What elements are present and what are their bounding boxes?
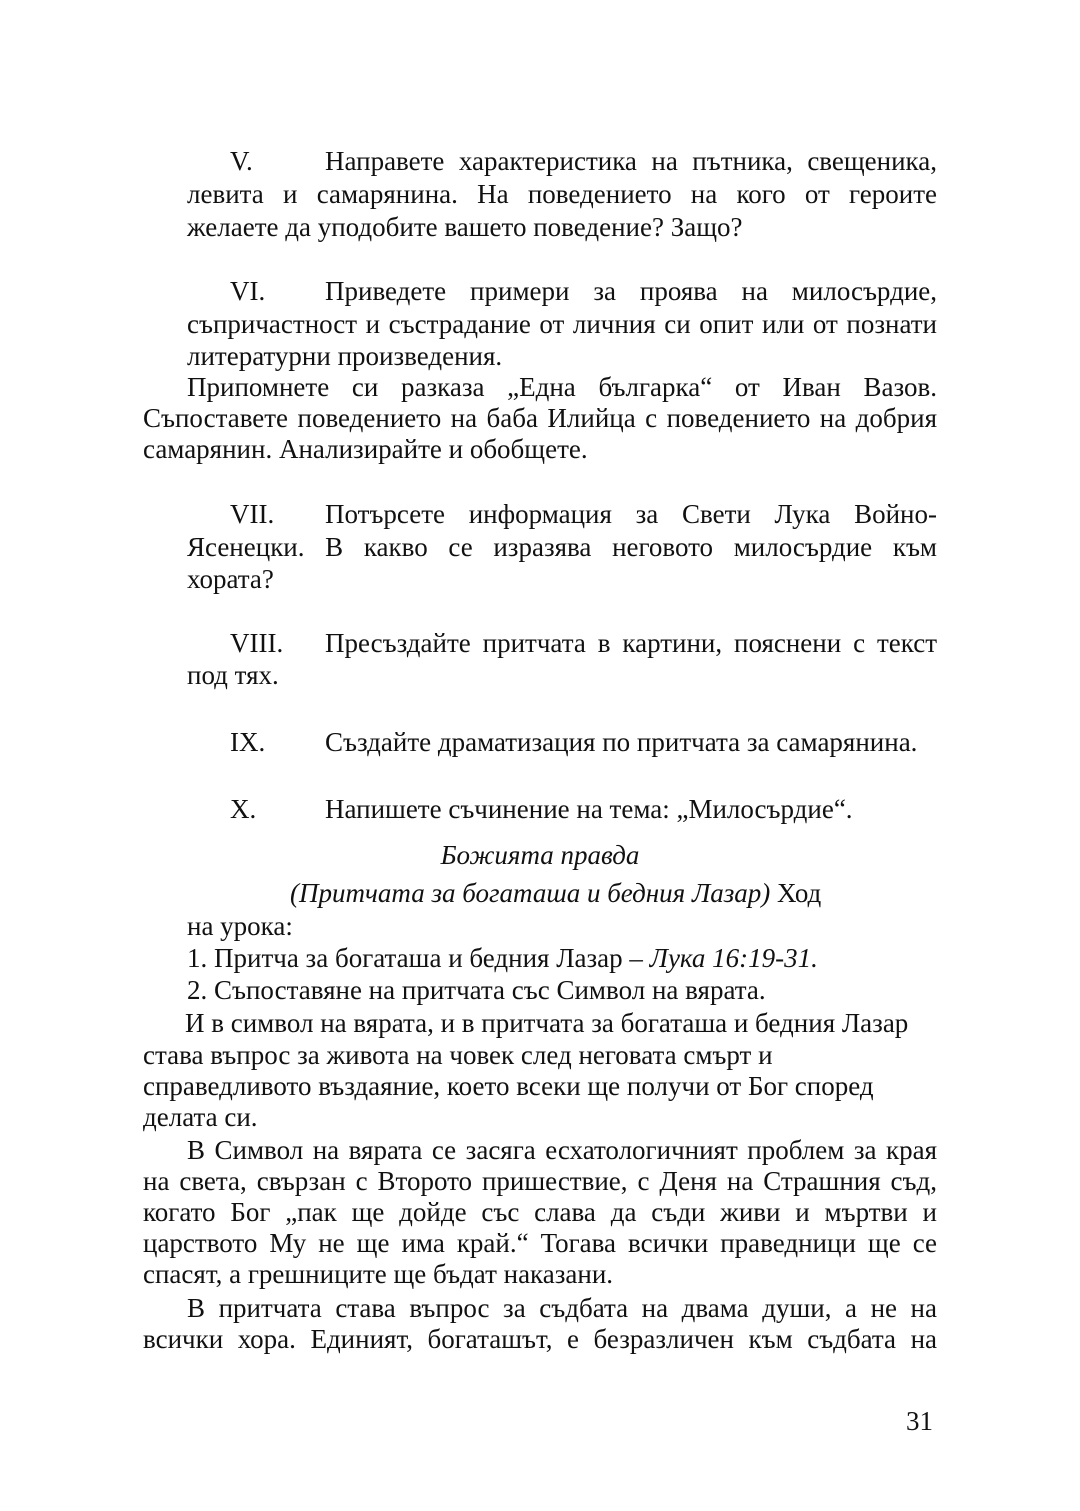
- item-vi-line-3: литературни произведения.: [187, 341, 503, 371]
- point-1: [187, 945, 818, 972]
- point-1-text: 1. Притча за богаташа и бедния Лазар –: [187, 943, 650, 973]
- vi-paragraph-line-3: самарянин. Анализирайте и обобщете.: [143, 434, 588, 464]
- item-numeral-vi: VI.: [230, 276, 266, 306]
- item-v-line-1: Направете характеристика на пътника, свещеника,: [325, 146, 937, 176]
- item-numeral-viii: VIII.: [230, 628, 284, 658]
- item-numeral-vii: VII.: [230, 499, 275, 529]
- para1-line-1: И в символ на вярата, и в притчата за богаташа и бедния Лазар: [185, 1008, 909, 1038]
- section-subtitle-line: [290, 880, 821, 907]
- para2-line-5: спасят, а грешниците ще бъдат наказани.: [143, 1259, 614, 1289]
- item-vi-line-2: съпричастност и състрадание от личния си опит или от познати: [187, 309, 937, 339]
- vi-paragraph-line-2: Съпоставете поведението на баба Илийца с поведението на добрия: [143, 403, 937, 433]
- item-vii-line-1: Потърсете информация за Свети Лука Войно-: [325, 499, 937, 529]
- vi-paragraph-line-1: Припомнете си разказа „Една българка“ от Иван Вазов.: [187, 372, 937, 402]
- para2-line-1: В Символ на вярата се засяга есхатологичният проблем за края: [187, 1135, 937, 1165]
- item-vii-line-3: хората?: [187, 564, 274, 594]
- para1-line-4: делата си.: [143, 1102, 258, 1132]
- item-x-line-1: Напишете съчинение на тема: „Милосърдие“.: [325, 794, 853, 824]
- lesson-label: на урока:: [187, 911, 293, 941]
- para3-line-2: всички хора. Единият, богаташът, е безразличен към съдбата на: [143, 1324, 937, 1354]
- para1-line-3: справедливото въздаяние, което всеки ще получи от Бог според: [143, 1071, 874, 1101]
- point-2: 2. Съпоставяне на притчата със Символ на вярата.: [187, 975, 766, 1005]
- item-numeral-ix: IX.: [230, 727, 266, 757]
- item-numeral-x: X.: [230, 794, 257, 824]
- para1-line-2: става въпрос за живота на човек след неговата смърт и: [143, 1040, 773, 1070]
- para2-line-4: царството Му не ще има край.“ Тогава всички праведници ще се: [143, 1228, 937, 1258]
- para3-line-1: В притчата става въпрос за съдбата на двама души, а не на: [187, 1293, 937, 1323]
- item-viii-line-2: под тях.: [187, 660, 279, 690]
- para2-line-2: на света, свързан с Второто пришествие, с Деня на Страшния съд,: [143, 1166, 937, 1196]
- page-number: 31: [906, 1406, 933, 1436]
- item-numeral-v: V.: [230, 146, 253, 176]
- point-1-reference: Лука 16:19-31.: [649, 943, 818, 973]
- item-vi-line-1: Приведете примери за проява на милосърдие,: [325, 276, 937, 306]
- item-v-line-3: желаете да уподобите вашето поведение? Защо?: [187, 212, 743, 242]
- item-viii-line-1: Пресъздайте притчата в картини, пояснени с текст: [325, 628, 937, 658]
- section-subtitle: (Притчата за богаташа и бедния Лазар): [290, 878, 771, 908]
- item-vii-line-2: Ясенецки. В какво се изразява неговото милосърдие към: [187, 532, 937, 562]
- item-v-line-2: левита и самарянина. На поведението на кого от героите: [187, 179, 937, 209]
- item-ix-line-1: Създайте драматизация по притчата за самарянина.: [325, 727, 918, 757]
- para2-line-3: когато Бог „пак ще дойде със слава да съди живи и мъртви и: [143, 1197, 937, 1227]
- section-subtitle-tail: Ход: [770, 878, 822, 908]
- section-title: Божията правда: [440, 840, 640, 870]
